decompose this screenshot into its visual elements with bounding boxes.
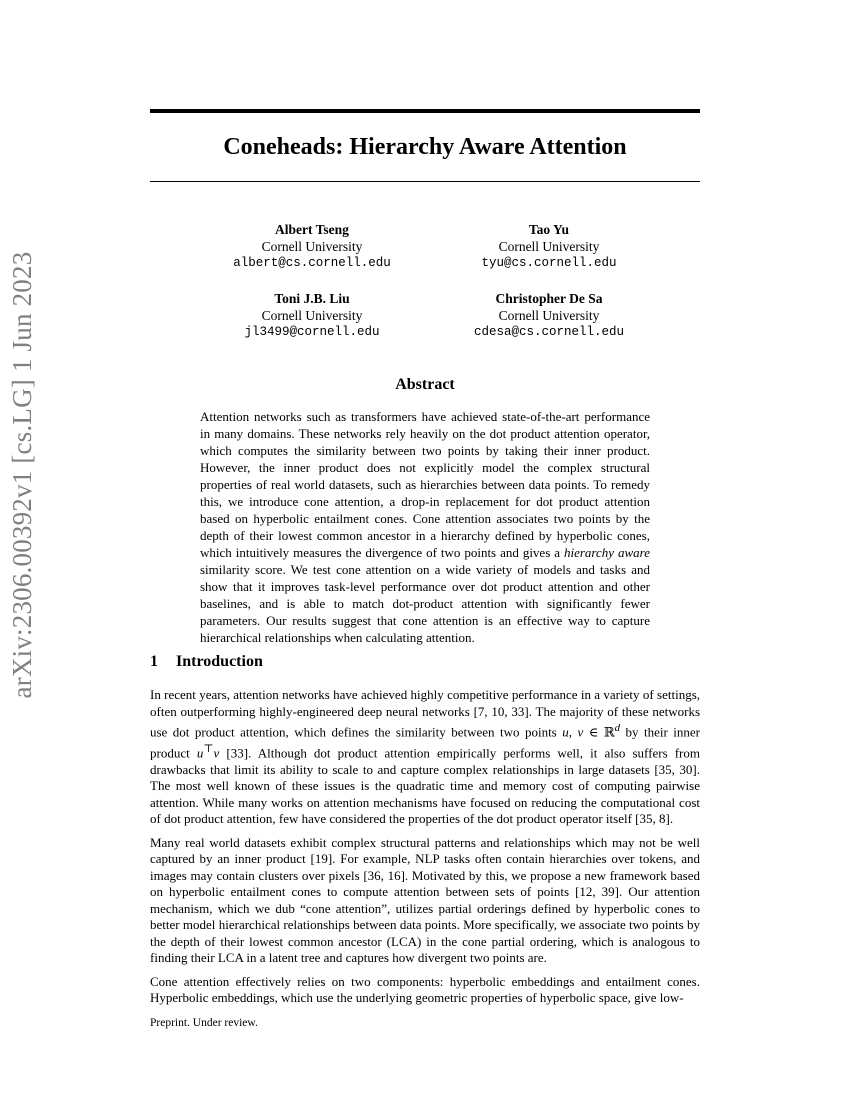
paragraph [150,687,700,828]
paragraph-text: by their inner product [150,724,701,761]
math-superscript: d [614,722,621,734]
arxiv-side-identifier: arXiv:2306.00392v1 [cs.LG] 1 Jun 2023 [7,251,37,699]
author-affiliation: Cornell University [498,308,600,323]
author-affiliation: Cornell University [261,239,363,254]
abstract-text-part: similarity score. We test cone attention on a wide variety of models and tasks and show that it improves task-level performance over dot product attention and other baselines, and is able to match dot-product attention with significantly fewer parameters. Our results suggest that cone attention is an effective way to capture hierarchical relationships when calculating attention. [200,562,650,645]
paragraph-text: [33]. Although dot product attention empirically performs well, it also suffers from drawbacks that limit its ability to scale to and capture complex relationships in large datasets [35, 30]. The most well known of these issues is the quadratic time and memory cost of computing pairwise attention. While many works on attention mechanisms have focused on reducing the computational cost of dot product attention, few have considered the properties of the dot product operator itself [35, 8]. [150,745,701,827]
author-email[interactable]: cdesa@cs.cornell.edu [473,325,625,339]
author-email[interactable]: tyu@cs.cornell.edu [481,256,617,270]
section-heading [150,653,700,671]
abstract-text-part: Attention networks such as transformers have achieved state-of-the-art performance in many domains. These networks rely heavily on the dot product attention operator, which computes the similarity between two points by taking their inner product. However, the inner product does not explicitly model the complex structural properties of real world datasets, such as hierarchies between data points. To remedy this, we introduce cone attention, a drop-in replacement for dot product attention based on hyperbolic entailment cones. Cone attention associates two points by the depth of their lowest common ancestor in a hierarchy defined by hyperbolic cones, which intuitively measures the divergence of two points and gives a [200,409,650,560]
section-number: 1 [150,653,158,670]
footer-note: Preprint. Under review. [150,1017,258,1029]
author-name: Toni J.B. Liu [274,291,350,306]
author-affiliation: Cornell University [261,308,363,323]
author-block [434,221,664,272]
math-superscript: ⊤ [203,742,214,755]
paragraph: Many real world datasets exhibit complex structural patterns and relationships which may not be well captured by an inner product [19]. For example, NLP tasks often contain hierarchies over tokens, and images may contain clusters over pixels [36, 16]. Motivated by this, we propose a new framework based on hyperbolic entailment cones to compute attention between sets of points [12, 39]. Our attention mechanism, which we dub “cone attention”, utilizes partial orderings defined by hyperbolic cones to better model hierarchical relationships between data points. More specifically, we associate two points by the depth of their lowest common ancestor (LCA) in the cone partial ordering, which is analogous to finding their LCA in a latent tree and captures how divergent two points are. [150,834,700,966]
abstract-heading: Abstract [395,376,455,393]
author-block [197,290,427,341]
math-inline: u, v [562,724,584,740]
math-inline: u [196,745,204,761]
author-name: Christopher De Sa [495,291,603,306]
introduction-body [150,687,700,1014]
author-block [434,290,664,341]
author-email[interactable]: jl3499@cornell.edu [244,325,380,339]
paragraph-text: In recent years, attention networks have achieved highly competitive performance in a variety of settings, often outperforming highly-engineered deep neural networks [7, 10, 33]. The majority of these networks use dot product attention, which defines the similarity between two points [150,687,700,740]
author-block [197,221,427,272]
author-email[interactable]: albert@cs.cornell.edu [233,256,391,270]
abstract-text [200,408,650,646]
paragraph: Cone attention effectively relies on two components: hyperbolic embeddings and entailment cones. Hyperbolic embeddings, which use the underlying geometric properties of hyperbolic space, give low- [150,973,700,1006]
abstract-italic-phrase: hierarchy aware [563,545,651,560]
title-bottom-rule [150,181,700,182]
math-inline: v [213,745,220,761]
author-name: Albert Tseng [275,222,349,237]
paper-title: Coneheads: Hierarchy Aware Attention [223,134,627,160]
author-name: Tao Yu [528,222,570,237]
author-affiliation: Cornell University [498,239,600,254]
section-title: Introduction [176,653,263,670]
math-inline: ∈ ℝ [588,724,615,740]
title-top-rule [150,109,700,113]
